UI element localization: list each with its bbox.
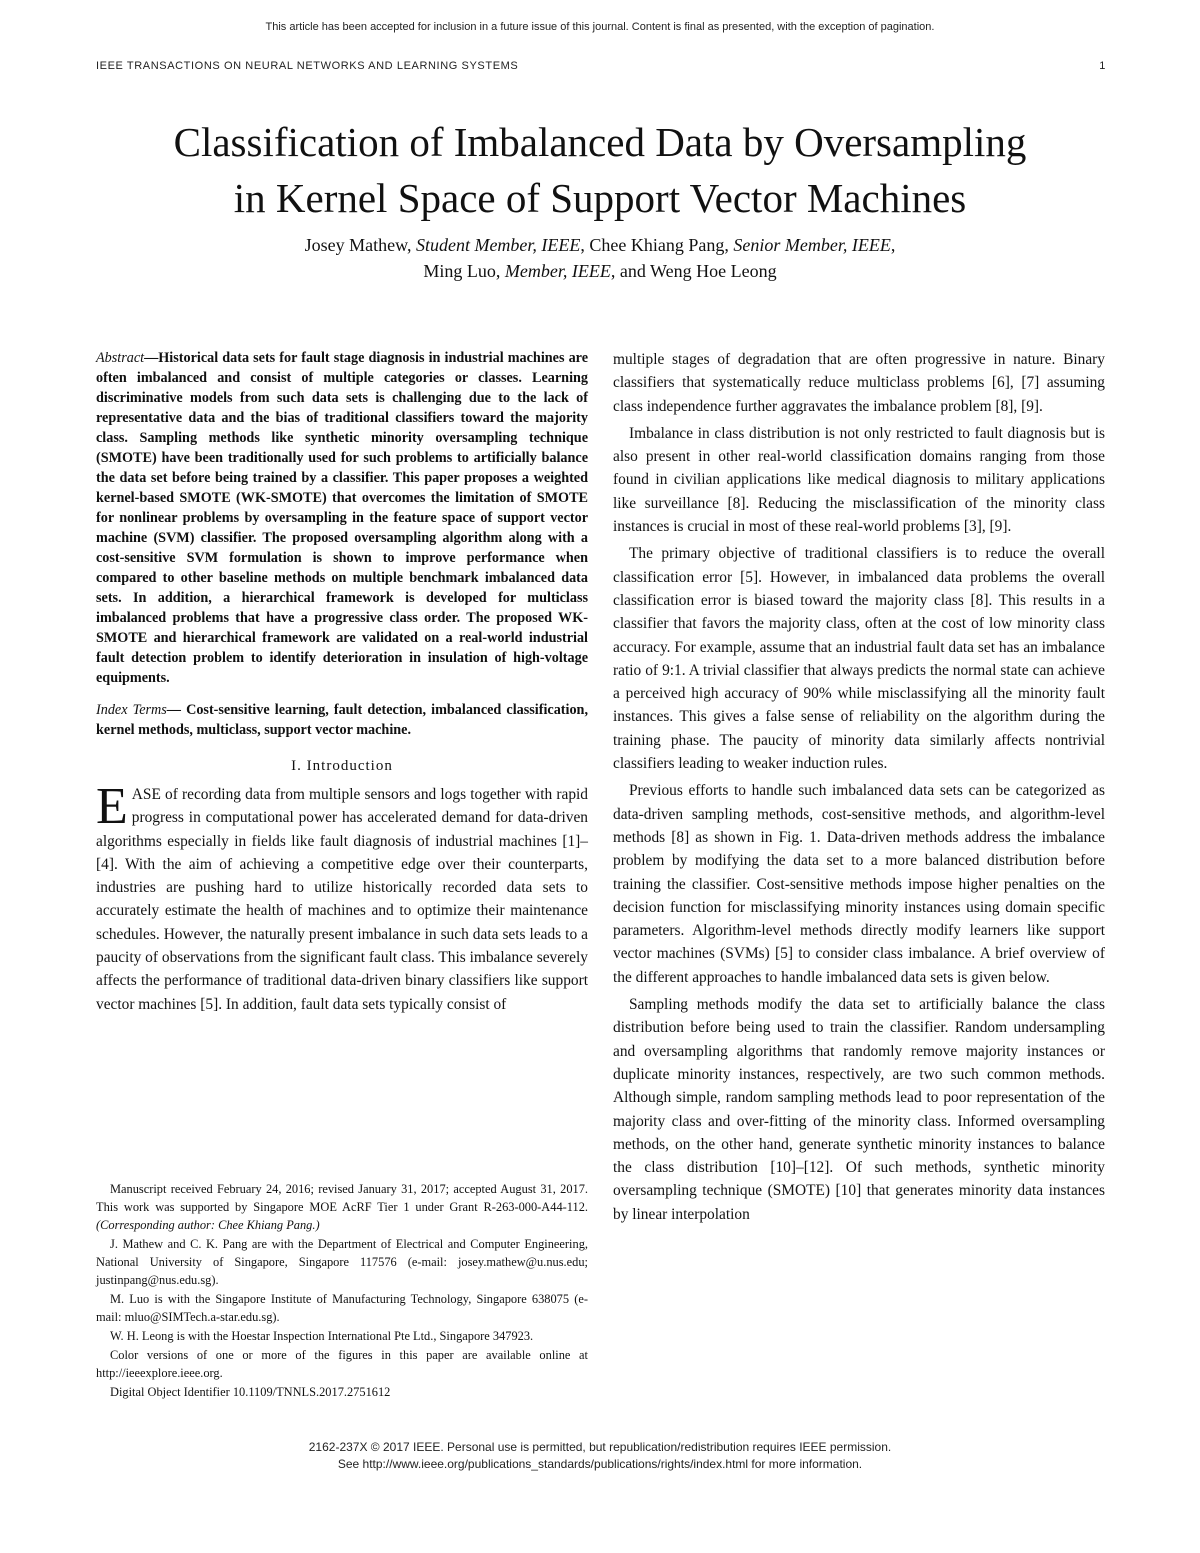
drop-cap: E (96, 778, 128, 835)
running-head (96, 60, 1106, 72)
author-name: , Chee Khiang Pang, (580, 235, 734, 255)
index-terms (96, 700, 588, 740)
abstract-text: —Historical data sets for fault stage diagnosis in industrial machines are often imbalanced and consist of multiple categories or classes. Learning discriminative models from such data sets is challenging due to the lack of representative data and the bias of traditional classifiers toward the majority class. Sampling methods like synthetic minority oversampling technique (SMOTE) have been traditionally used for such problems to artificially balance the data set before being trained by a classifier. This paper proposes a weighted kernel-based SMOTE (WK-SMOTE) that overcomes the limitation of SMOTE for nonlinear problems by oversampling in the feature space of support vector machine (SVM) classifier. The proposed oversampling algorithm along with a cost-sensitive SVM formulation is shown to improve performance when compared to other baseline methods on multiple benchmark imbalanced data sets. In addition, a hierarchical framework is developed for multiclass imbalanced problems that have a progressive class order. The proposed WK-SMOTE and hierarchical framework are validated on a real-world industrial fault detection problem to identify deterioration in insulation of high-voltage equipments. (96, 350, 588, 686)
journal-name: IEEE TRANSACTIONS ON NEURAL NETWORKS AND LEARNING SYSTEMS (96, 60, 519, 72)
author-line-1 (0, 232, 1200, 258)
author-membership: Student Member, IEEE (415, 235, 581, 255)
abstract-label: Abstract (96, 350, 145, 366)
body-paragraph: Imbalance in class distribution is not only restricted to fault diagnosis but is also present in other real-world classification domains ranging from those found in civilian applications like medical diagnosis to military applications like surveillance [8]. Reducing the misclassification of the minority class instances is crucial in most of these real-world problems [3], [9]. (613, 424, 1105, 536)
index-terms-label: Index Terms (96, 702, 167, 718)
paper-title (0, 114, 1200, 226)
author-membership: Senior Member, IEEE (733, 235, 891, 255)
body-paragraph: multiple stages of degradation that are often progressive in nature. Binary classifiers that systematically reduce multiclass problems [6], [7] assuming class independence further aggravates the imbalance problem [8], [9]. (613, 351, 1105, 415)
copyright-notice (0, 1439, 1200, 1473)
corresponding-author: (Corresponding author: Chee Khiang Pang.) (96, 1218, 320, 1232)
footnote-text: Manuscript received February 24, 2016; revised January 31, 2017; accepted August 31, 2017. This work was supported by Singapore MOE AcRF Tier 1 under Grant R-263-000-A44-112. (96, 1182, 588, 1214)
author-list (0, 232, 1200, 284)
footnote-manuscript (96, 1180, 588, 1234)
footnotes (96, 1180, 588, 1402)
title-line-2: in Kernel Space of Support Vector Machines (233, 175, 967, 221)
section-heading: I. Introduction (291, 758, 393, 774)
author-name: Ming Luo, (423, 261, 505, 281)
right-column (613, 348, 1105, 1226)
author-membership: Member, IEEE (504, 261, 611, 281)
footnote-affiliation: M. Luo is with the Singapore Institute of Manufacturing Technology, Singapore 638075 (e-mail: mluo@SIMTech.a-star.edu.sg). (96, 1292, 588, 1324)
author-line-2 (0, 258, 1200, 284)
page-number: 1 (1099, 60, 1106, 72)
body-paragraph: Sampling methods modify the data set to artificially balance the class distribution before being used to train the classifier. Random undersampling and oversampling algorithms that randomly remove majority instances or duplicate minority instances, respectively, are two such common methods. Although simple, random sampling methods lead to poor representation of the majority class and over-fitting of the minority class. Informed oversampling methods, on the other hand, generate synthetic minority instances to balance the class distribution [10]–[12]. Of such methods, synthetic minority oversampling technique (SMOTE) [10] that generates minority data instances by linear interpolation (613, 996, 1105, 1223)
copyright-line-1: 2162-237X © 2017 IEEE. Personal use is permitted, but republication/redistribution requires IEEE permission. (308, 1440, 892, 1454)
body-paragraph: Previous efforts to handle such imbalanced data sets can be categorized as data-driven sampling methods, cost-sensitive methods, and algorithm-level methods [8] as shown in Fig. 1. Data-driven methods address the imbalance problem by modifying the data set to a more balanced distribution before training the classifier. Cost-sensitive methods impose higher penalties on the decision function for misclassifying minority instances using domain specific parameters. Algorithm-level methods directly modify learners like support vector machines (SVMs) [5] to consider class imbalance. A brief overview of the different approaches to handle imbalanced data sets is given below. (613, 782, 1105, 986)
abstract (96, 348, 588, 688)
left-column (96, 348, 588, 1016)
author-name: Josey Mathew, (304, 235, 416, 255)
author-separator: , (890, 235, 896, 255)
body-paragraph: The primary objective of traditional classifiers is to reduce the overall classification error [5]. However, in imbalanced data problems the overall classification error is biased toward the majority class [8]. This results in a classifier that favors the majority class, often at the cost of low minority class accuracy. For example, assume that an industrial fault data set has an imbalance ratio of 9:1. A trivial classifier that always predicts the normal state can achieve a perceived high accuracy of 90% while misclassifying all the minority fault instances. This gives a false sense of reliability on the algorithm during the training phase. The paucity of minority data similarly affects nontrivial classifiers leading to weaker induction rules. (613, 545, 1105, 773)
copyright-line-2: See http://www.ieee.org/publications_standards/publications/rights/index.html for more information. (337, 1457, 863, 1471)
footnote-color: Color versions of one or more of the figures in this paper are available online at http://ieeexplore.ieee.org. (96, 1348, 588, 1380)
acceptance-notice: This article has been accepted for inclusion in a future issue of this journal. Content is final as presented, with the exception of pagination. (265, 21, 935, 33)
index-terms-text: — Cost-sensitive learning, fault detection, imbalanced classification, kernel methods, multiclass, support vector machine. (96, 702, 588, 738)
title-line-1: Classification of Imbalanced Data by Oversampling (173, 119, 1027, 165)
footnote-affiliation: W. H. Leong is with the Hoestar Inspection International Pte Ltd., Singapore 347923. (110, 1329, 534, 1343)
footnote-affiliation: J. Mathew and C. K. Pang are with the Department of Electrical and Computer Engineering, National University of Singapore, Singapore 117576 (e-mail: josey.mathew@u.nus.edu; justinpang@nus.edu.sg). (96, 1237, 588, 1287)
author-name: , and Weng Hoe Leong (610, 261, 777, 281)
intro-text: ASE of recording data from multiple sensors and logs together with rapid progress in computational power has accelerated demand for data-driven algorithms especially in fields like fault diagnosis of industrial machines [1]–[4]. With the aim of achieving a competitive edge over their counterparts, industries are pushing hard to utilize historically recorded data sets to accurately estimate the health of machines and to optimize their maintenance schedules. However, the naturally present imbalance in such data sets leads to a paucity of observations from the significant fault class. This imbalance severely affects the performance of traditional data-driven binary classifiers like support vector machines [5]. In addition, fault data sets typically consist of (96, 786, 588, 1013)
footnote-doi: Digital Object Identifier 10.1109/TNNLS.2017.2751612 (110, 1385, 391, 1399)
intro-paragraph (96, 778, 588, 1016)
